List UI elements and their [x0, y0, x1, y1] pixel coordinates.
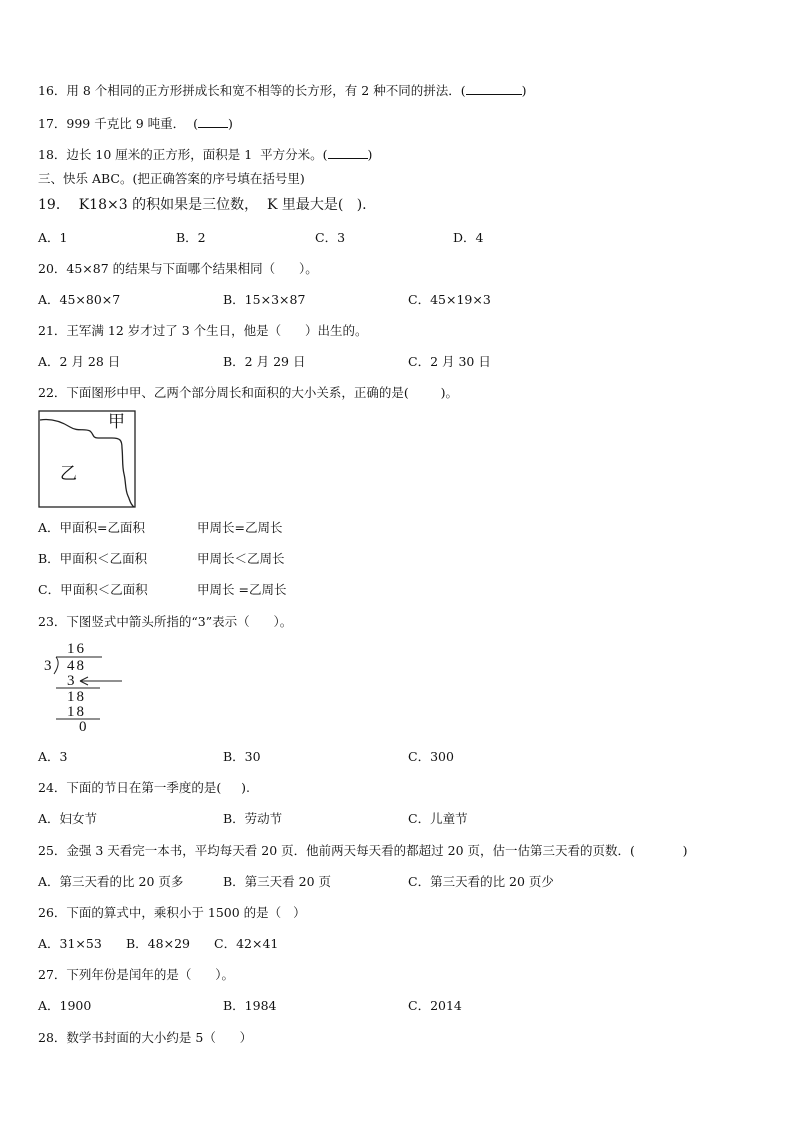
option-a-perimeter: 甲周长=乙周长 — [197, 520, 283, 535]
remainder: 0 — [79, 719, 89, 735]
option-c-perimeter: 甲周长 =乙周长 — [197, 582, 287, 597]
option-a[interactable]: A．甲面积=乙面积 — [38, 520, 146, 535]
section-heading: 三、快乐 ABC。(把正确答案的序号填在括号里) — [38, 171, 305, 186]
division-row: 18 — [67, 689, 86, 705]
option-a[interactable]: A．2 月 28 日 — [38, 354, 121, 369]
option-b[interactable]: B．15×3×87 — [223, 292, 306, 307]
question-17: 17．999 千克比 9 吨重． ( ) — [38, 116, 233, 131]
option-c[interactable]: C．2014 — [408, 998, 462, 1013]
option-a[interactable]: A．妇女节 — [38, 811, 98, 826]
option-a[interactable]: A．第三天看的比 20 页多 — [38, 874, 184, 889]
question-17-text: 17．999 千克比 9 吨重． ( — [38, 116, 198, 131]
option-c[interactable]: C．第三天看的比 20 页少 — [408, 874, 554, 889]
question-16: 16．用 8 个相同的正方形拼成长和宽不相等的长方形，有 2 种不同的拼法．( ) — [38, 83, 527, 98]
long-division-figure — [42, 642, 128, 734]
question-18-text: 18．边长 10 厘米的正方形，面积是 1 平方分米。( — [38, 147, 328, 162]
option-b[interactable]: B．2 月 29 日 — [223, 354, 306, 369]
dividend: 48 — [67, 658, 86, 674]
question-23: 23．下图竖式中箭头所指的“3”表示（ ）。 — [38, 614, 293, 629]
answer-blank[interactable] — [328, 146, 368, 159]
arrow-pointed-digit: 3 — [67, 673, 77, 689]
label-jia: 甲 — [108, 412, 125, 432]
question-16-text: 16．用 8 个相同的正方形拼成长和宽不相等的长方形，有 2 种不同的拼法．( — [38, 83, 466, 98]
option-b[interactable]: B．甲面积＜乙面积 — [38, 551, 148, 566]
option-c[interactable]: C．45×19×3 — [408, 292, 491, 307]
option-b[interactable]: B．1984 — [223, 998, 277, 1013]
option-b[interactable]: B．第三天看 20 页 — [223, 874, 332, 889]
option-a[interactable]: A．3 — [38, 749, 68, 764]
question-18: 18．边长 10 厘米的正方形，面积是 1 平方分米。( ) — [38, 147, 373, 162]
option-a[interactable]: A．1900 — [38, 998, 92, 1013]
option-b[interactable]: B．48×29 — [126, 936, 190, 951]
option-c[interactable]: C．300 — [408, 749, 454, 764]
answer-blank[interactable] — [198, 115, 228, 128]
question-22: 22．下面图形中甲、乙两个部分周长和面积的大小关系，正确的是( )。 — [38, 385, 458, 400]
question-21: 21．王军满 12 岁才过了 3 个生日，他是（ ）出生的。 — [38, 323, 368, 338]
option-b-perimeter: 甲周长＜乙周长 — [197, 551, 285, 566]
option-b[interactable]: B．2 — [176, 230, 206, 245]
option-c[interactable]: C．42×41 — [214, 936, 279, 951]
division-row: 18 — [67, 704, 86, 720]
question-27: 27．下列年份是闰年的是（ ）。 — [38, 967, 234, 982]
question-28: 28．数学书封面的大小约是 5（ ） — [38, 1030, 253, 1045]
shape-figure — [38, 410, 136, 508]
divisor: 3 — [44, 658, 54, 674]
question-20: 20．45×87 的结果与下面哪个结果相同（ ）。 — [38, 261, 318, 276]
option-c[interactable]: C．3 — [315, 230, 346, 245]
option-c[interactable]: C．儿童节 — [408, 811, 468, 826]
question-24: 24．下面的节日在第一季度的是( ). — [38, 780, 251, 795]
option-a[interactable]: A．45×80×7 — [38, 292, 121, 307]
quotient: 16 — [67, 641, 86, 657]
option-b[interactable]: B．劳动节 — [223, 811, 283, 826]
answer-blank[interactable] — [466, 82, 522, 95]
option-b[interactable]: B．30 — [223, 749, 261, 764]
option-c[interactable]: C．2 月 30 日 — [408, 354, 491, 369]
option-a[interactable]: A．31×53 — [38, 936, 102, 951]
question-25: 25．金强 3 天看完一本书，平均每天看 20 页．他前两天每天看的都超过 20 页，估一估第三天看的页数．( ) — [38, 843, 688, 858]
option-d[interactable]: D．4 — [453, 230, 484, 245]
label-yi: 乙 — [60, 464, 77, 484]
question-19: 19． K18×3 的积如果是三位数， K 里最大是( ). — [38, 197, 367, 213]
option-c[interactable]: C．甲面积＜乙面积 — [38, 582, 148, 597]
question-26: 26．下面的算式中，乘积小于 1500 的是（ ） — [38, 905, 306, 920]
option-a[interactable]: A．1 — [38, 230, 68, 245]
